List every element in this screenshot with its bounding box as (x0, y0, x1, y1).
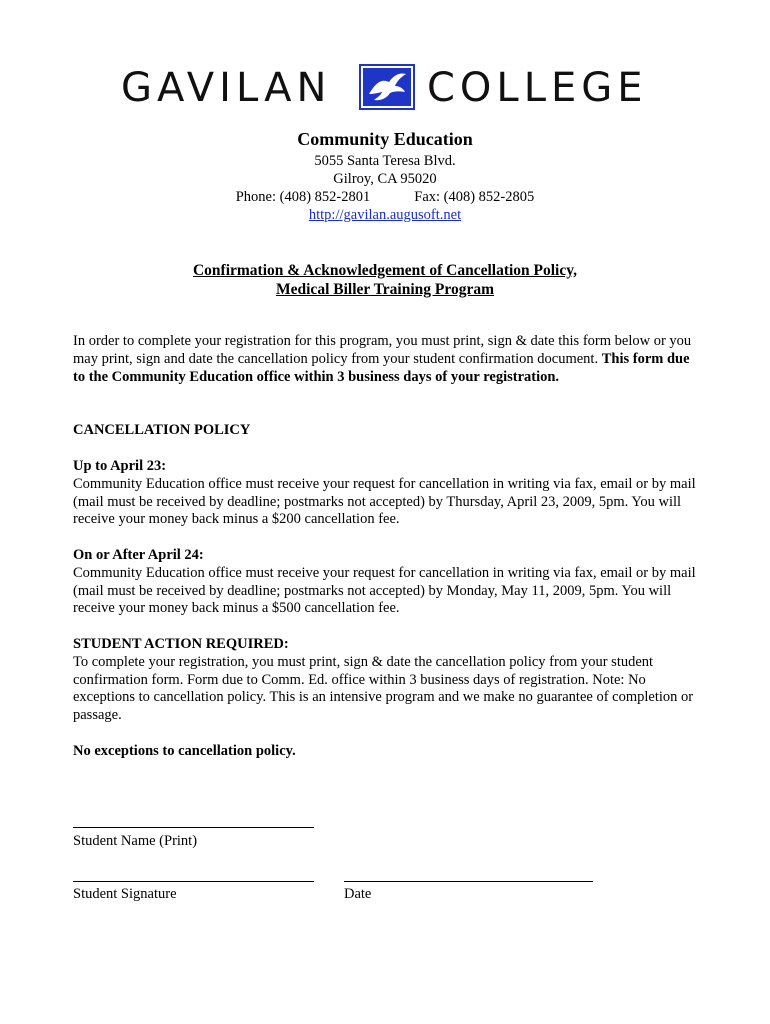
no-exceptions-note: No exceptions to cancellation policy. (73, 743, 296, 759)
policy-section-text: Community Education office must receive your request for cancellation in writing via fax, email or by mail (mail must be received by deadline; postmarks not accepted) by Monday, May 11, 2009, 5pm. You will receive your money back minus a $500 cancellation fee. (73, 564, 696, 617)
student-name-field[interactable] (73, 827, 314, 828)
contact-line (0, 188, 770, 206)
address-line-2: Gilroy, CA 95020 (333, 171, 437, 187)
policy-section-text: To complete your registration, you must print, sign & date the cancellation policy from your student confirmation form. Form due to Comm. Ed. office within 3 business days of registration. Note: No exceptions to cancellation policy. This is an intensive program and we make no guarantee of completion or passage. (73, 653, 694, 724)
policy-section (73, 458, 698, 529)
cancellation-policy-heading: CANCELLATION POLICY (73, 422, 251, 438)
policy-section-text: Community Education office must receive your request for cancellation in writing via fax, email or by mail (mail must be received by deadline; postmarks not accepted) by Thursday, April 23, 2009, 5pm. You will receive your money back minus a $200 cancellation fee. (73, 475, 696, 528)
website-line (0, 206, 770, 224)
date-field[interactable] (344, 881, 593, 882)
policy-section (73, 636, 698, 725)
policy-section-heading: On or After April 24: (73, 547, 204, 563)
date-label: Date (344, 886, 372, 902)
website-link[interactable]: http://gavilan.augusoft.net (308, 207, 462, 223)
form-title-line-1: Confirmation & Acknowledgement of Cancellation Policy, (192, 262, 578, 279)
fax-number: Fax: (408) 852-2805 (414, 189, 535, 205)
policy-section (73, 547, 698, 618)
form-title-line-2: Medical Biller Training Program (276, 281, 494, 298)
student-signature-label: Student Signature (73, 886, 177, 902)
department-heading: Community Education (297, 129, 473, 149)
intro-text: In order to complete your registration for this program, you must print, sign & date this form below or you may print, sign and date the cancellation policy from your student confirmation document. (73, 333, 692, 367)
address-line-1: 5055 Santa Teresa Blvd. (314, 153, 456, 169)
policy-section-heading: STUDENT ACTION REQUIRED: (73, 636, 289, 652)
phone-number: Phone: (408) 852-2801 (235, 189, 371, 205)
policy-section-heading: Up to April 23: (73, 458, 167, 474)
student-name-label: Student Name (Print) (73, 833, 198, 849)
college-logo (0, 64, 770, 114)
student-signature-field[interactable] (73, 881, 314, 882)
logo-word-left: GAVILAN (121, 65, 332, 111)
hawk-emblem-icon (359, 64, 415, 110)
intro-deadline: This form due to the Community Education office within 3 business days of your registration. (73, 350, 690, 385)
logo-word-right: COLLEGE (427, 65, 648, 111)
intro-paragraph (73, 333, 698, 386)
